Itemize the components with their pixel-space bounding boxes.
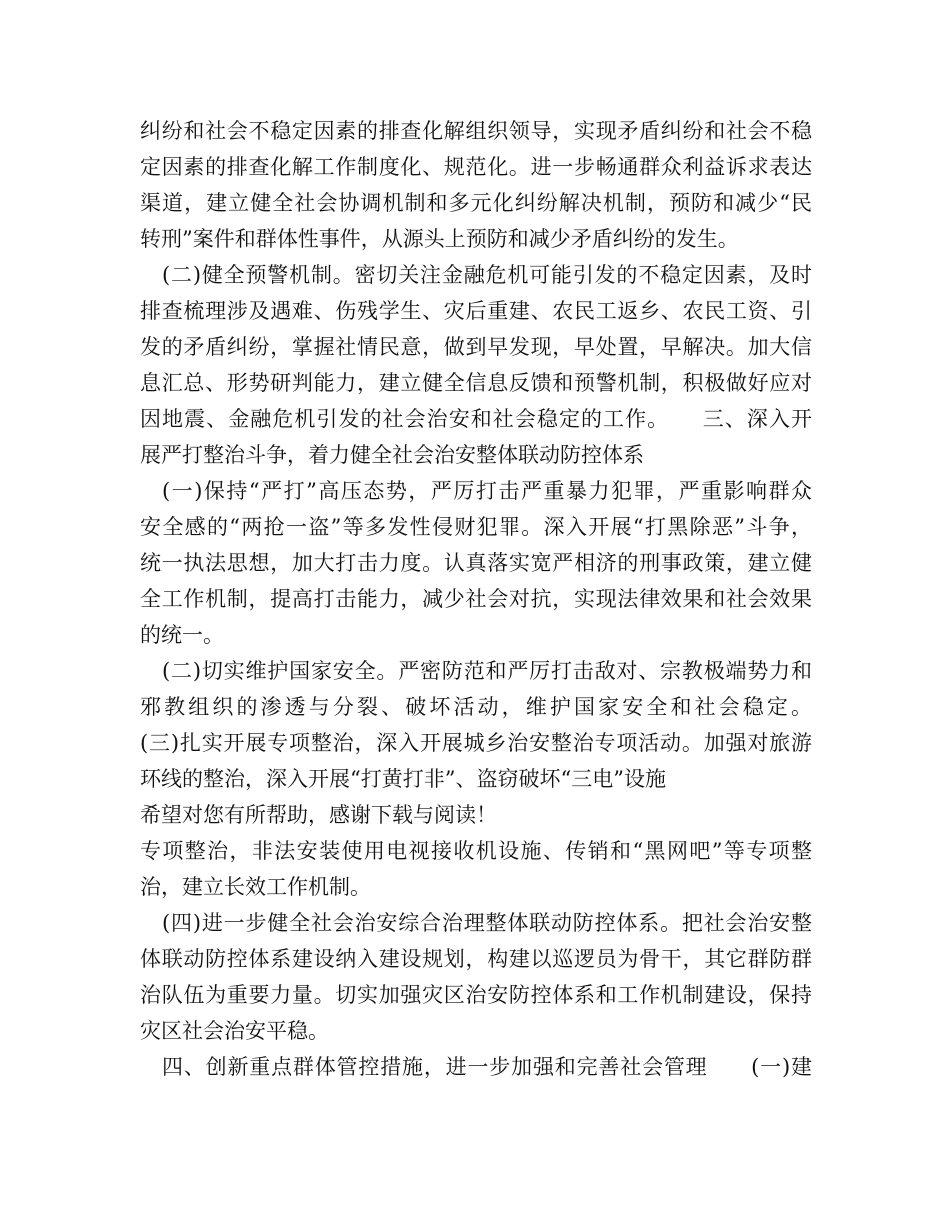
text-line: 灾区社会治安平稳。 [140, 1019, 329, 1043]
document-body [140, 113, 812, 1085]
text-line: 纠纷和社会不稳定因素的排查化解组织领导，实现矛盾纠纷和社会不稳 [140, 119, 812, 143]
text-line: 治队伍为重要力量。切实加强灾区治安防控体系和工作机制建设，保持 [140, 983, 812, 1007]
text-line: 的统一。 [140, 623, 224, 647]
text-line: 体联动防控体系建设纳入建设规划，构建以巡逻员为骨干，其它群防群 [140, 947, 812, 971]
text-line: 定因素的排查化解工作制度化、规范化。进一步畅通群众利益诉求表达 [140, 155, 812, 179]
text-line: 转刑”案件和群体性事件，从源头上预防和减少矛盾纠纷的发生。 [140, 227, 739, 251]
text-line: 排查梳理涉及遇难、伤残学生、灾后重建、农民工返乡、农民工资、引 [140, 299, 812, 323]
text-line: (四)进一步健全社会治安综合治理整体联动防控体系。把社会治安整 [162, 911, 812, 935]
text-line: 渠道，建立健全社会协调机制和多元化纠纷解决机制，预防和减少“民 [140, 191, 812, 215]
text-line: 展严打整治斗争，着力健全社会治安整体联动防控体系 [140, 443, 644, 467]
text-line: 安全感的“两抢一盗”等多发性侵财犯罪。深入开展“打黑除恶”斗争， [140, 515, 812, 539]
text-line: 统一执法思想，加大打击力度。认真落实宽严相济的刑事政策，建立健 [140, 551, 812, 575]
section-heading-line: 四、创新重点群体管控措施，进一步加强和完善社会管理 (一)建 [162, 1055, 812, 1079]
text-line: 全工作机制，提高打击能力，减少社会对抗，实现法律效果和社会效果 [140, 587, 812, 611]
text-line: 邪教组织的渗透与分裂、破坏活动，维护国家安全和社会稳定。 [140, 695, 812, 719]
text-line: (二)健全预警机制。密切关注金融危机可能引发的不稳定因素，及时 [162, 263, 812, 287]
text-line: 发的矛盾纠纷，掌握社情民意，做到早发现，早处置，早解决。加大信 [140, 335, 812, 359]
text-line: (二)切实维护国家安全。严密防范和严厉打击敌对、宗教极端势力和 [162, 659, 812, 683]
text-line: 专项整治，非法安装使用电视接收机设施、传销和“黑网吧”等专项整 [140, 839, 812, 863]
download-thanks-note: 希望对您有所帮助，感谢下载与阅读！ [140, 803, 497, 827]
text-line: 环线的整治，深入开展“打黄打非”、盗窃破坏“三电”设施 [140, 767, 666, 791]
text-line: (三)扎实开展专项整治，深入开展城乡治安整治专项活动。加强对旅游 [140, 731, 812, 755]
text-line: 因地震、金融危机引发的社会治安和社会稳定的工作。 三、深入开 [140, 407, 812, 431]
text-line: (一)保持“严打”高压态势，严厉打击严重暴力犯罪，严重影响群众 [162, 479, 812, 503]
text-line: 治，建立长效工作机制。 [140, 875, 371, 899]
text-line: 息汇总、形势研判能力，建立健全信息反馈和预警机制，积极做好应对 [140, 371, 812, 395]
